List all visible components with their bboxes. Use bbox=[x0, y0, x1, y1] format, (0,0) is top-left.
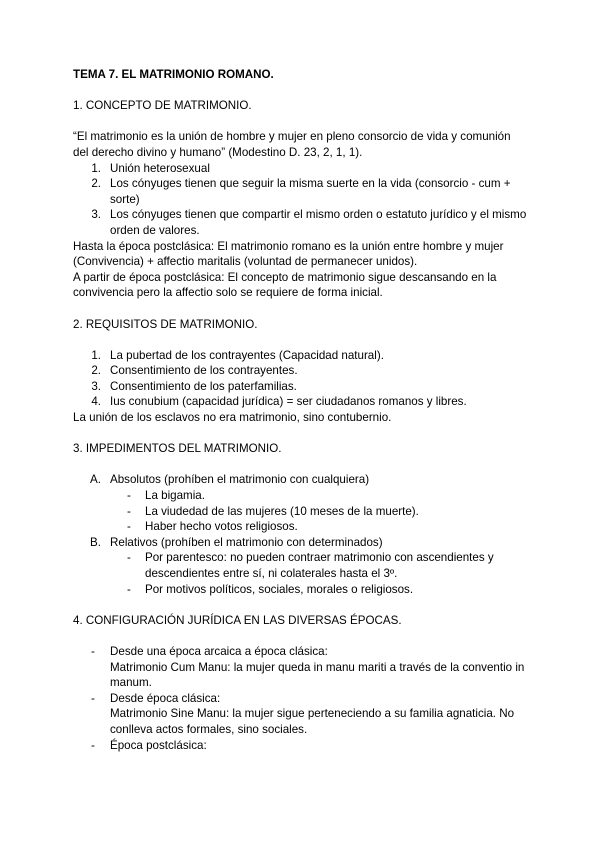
list-item: 3. Los cónyuges tienen que compartir el mismo orden o estatuto jurídico y el mismo orden de valores. bbox=[91, 208, 527, 237]
list-item: 4. Ius conubium (capacidad jurídica) = ser ciudadanos romanos y libres. bbox=[91, 395, 467, 409]
list-item: 2. Consentimiento de los contrayentes. bbox=[91, 364, 298, 378]
list-item: - Por motivos políticos, sociales, morales o religiosos. bbox=[127, 582, 414, 596]
list-item: B. Relativos (prohíben el matrimonio con determinados) bbox=[90, 535, 383, 549]
relative-impediments-list bbox=[73, 550, 528, 597]
list-item: - La viudedad de las mujeres (10 meses de la muerte). bbox=[127, 504, 419, 518]
list-item: 2. Los cónyuges tienen que seguir la misma suerte en la vida (consorcio - cum + sorte) bbox=[91, 177, 511, 206]
document-title: TEMA 7. EL MATRIMONIO ROMANO. bbox=[73, 68, 274, 81]
section-2-heading: 2. REQUISITOS DE MATRIMONIO. bbox=[73, 317, 258, 331]
section-3-heading: 3. IMPEDIMENTOS DEL MATRIMONIO. bbox=[73, 442, 282, 456]
list-item: A. Absolutos (prohíben el matrimonio con cualquiera) bbox=[90, 473, 370, 487]
list-item: - Por parentesco: no pueden contraer matrimonio con ascendientes y descendientes entre sí, ni colaterales hasta el 3º. bbox=[127, 551, 494, 580]
absolute-impediments-list bbox=[73, 488, 528, 535]
epochs-list bbox=[73, 644, 528, 753]
list-item: - Desde época clásica: Matrimonio Sine Manu: la mujer sigue perteneciendo a su familia agnaticia. No conlleva actos formales, sino sociales. bbox=[91, 691, 515, 736]
list-item: - La bigamia. bbox=[127, 489, 205, 503]
list-item: - Época postclásica: bbox=[91, 738, 207, 752]
impediments-list bbox=[73, 472, 528, 488]
document-body bbox=[73, 67, 528, 753]
section-4-heading: 4. CONFIGURACIÓN JURÍDICA EN LAS DIVERSAS ÉPOCAS. bbox=[73, 613, 402, 627]
paragraph: La unión de los esclavos no era matrimonio, sino contubernio. bbox=[73, 411, 392, 425]
section-1-heading: 1. CONCEPTO DE MATRIMONIO. bbox=[73, 99, 252, 113]
list-item: - Desde una época arcaica a época clásica: Matrimonio Cum Manu: la mujer queda in manu mariti a través de la conventio in manum. bbox=[91, 644, 525, 690]
impediments-list-b bbox=[73, 535, 528, 551]
list-item: 1. Unión heterosexual bbox=[91, 161, 210, 175]
requirements-list bbox=[73, 348, 528, 410]
list-item: - Haber hecho votos religiosos. bbox=[127, 520, 298, 534]
paragraph: A partir de época postclásica: El concepto de matrimonio sigue descansando en la convivencia pero la affectio solo se requiere de forma inicial. bbox=[73, 270, 497, 300]
list-item: 3. Consentimiento de los paterfamilias. bbox=[91, 379, 297, 393]
quote: “El matrimonio es la unión de hombre y mujer en pleno consorcio de vida y comunión del derecho divino y humano” (Modestino D. 23, 2, 1, 1). bbox=[73, 130, 511, 159]
paragraph: Hasta la época postclásica: El matrimonio romano es la unión entre hombre y mujer (Convivencia) + affectio maritalis (voluntad de permanecer unidos). bbox=[73, 239, 504, 269]
list-item: 1. La pubertad de los contrayentes (Capacidad natural). bbox=[91, 348, 384, 362]
concept-list bbox=[73, 161, 528, 239]
